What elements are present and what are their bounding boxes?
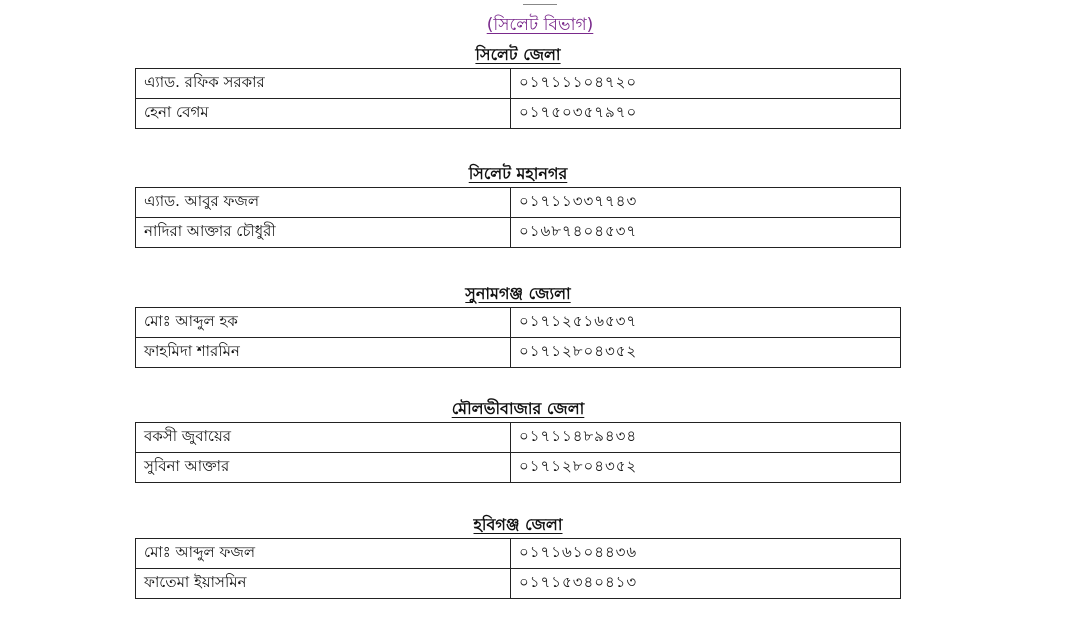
contact-name: মোঃ আব্দুল ফজল [136,539,511,569]
section-title: মৌলভীবাজার জেলা [451,399,585,418]
table-row [136,423,901,453]
top-divider [523,4,557,5]
contact-name: হেনা বেগম [136,99,511,129]
contact-name: ফাতেমা ইয়াসমিন [136,569,511,599]
table-row [136,308,901,338]
section-moulvibazar-district [135,396,901,483]
contact-table [135,422,901,483]
section-title: সুনামগঞ্জ জ্যেলা [465,284,571,303]
contact-phone: ০১৭১৫৩৪০৪১৩ [511,569,901,599]
table-row [136,99,901,129]
contact-name: সুবিনা আক্তার [136,453,511,483]
contact-name: ফাহমিদা শারমিন [136,338,511,368]
contact-name: এ্যাড. রফিক সরকার [136,69,511,99]
contact-phone: ০১৭৫০৩৫৭৯৭০ [511,99,901,129]
contact-name: মোঃ আব্দুল হক [136,308,511,338]
contact-phone: ০১৭১৬১০৪৪৩৬ [511,539,901,569]
contact-name: বকসী জুবায়ের [136,423,511,453]
contact-name: এ্যাড. আবুর ফজল [136,188,511,218]
contact-phone: ০১৭১২৮০৪৩৫২ [511,453,901,483]
section-sylhet-district [135,42,901,129]
contact-phone: ০১৭১১১০৪৭২০ [511,69,901,99]
contact-phone: ০১৭১২৮০৪৩৫২ [511,338,901,368]
contact-table [135,68,901,129]
section-sylhet-metropolitan [135,161,901,248]
contact-phone: ০১৬৮৭৪০৪৫৩৭ [511,218,901,248]
contact-table [135,187,901,248]
section-title: হবিগঞ্জ জেলা [473,515,563,534]
table-row [136,338,901,368]
contact-table [135,538,901,599]
contact-name: নাদিরা আক্তার চৌধুরী [136,218,511,248]
division-title: (সিলেট বিভাগ) [486,15,594,35]
section-title: সিলেট মহানগর [468,164,568,183]
table-row [136,539,901,569]
contact-table [135,307,901,368]
contact-phone: ০১৭১১৪৮৯৪৩৪ [511,423,901,453]
section-habiganj-district [135,512,901,599]
section-title: সিলেট জেলা [475,45,561,64]
contact-phone: ০১৭১১৩৩৭৭৪৩ [511,188,901,218]
contact-phone: ০১৭১২৫১৬৫৩৭ [511,308,901,338]
table-row [136,453,901,483]
table-row [136,69,901,99]
table-row [136,569,901,599]
table-row [136,218,901,248]
table-row [136,188,901,218]
section-sunamganj-district [135,281,901,368]
